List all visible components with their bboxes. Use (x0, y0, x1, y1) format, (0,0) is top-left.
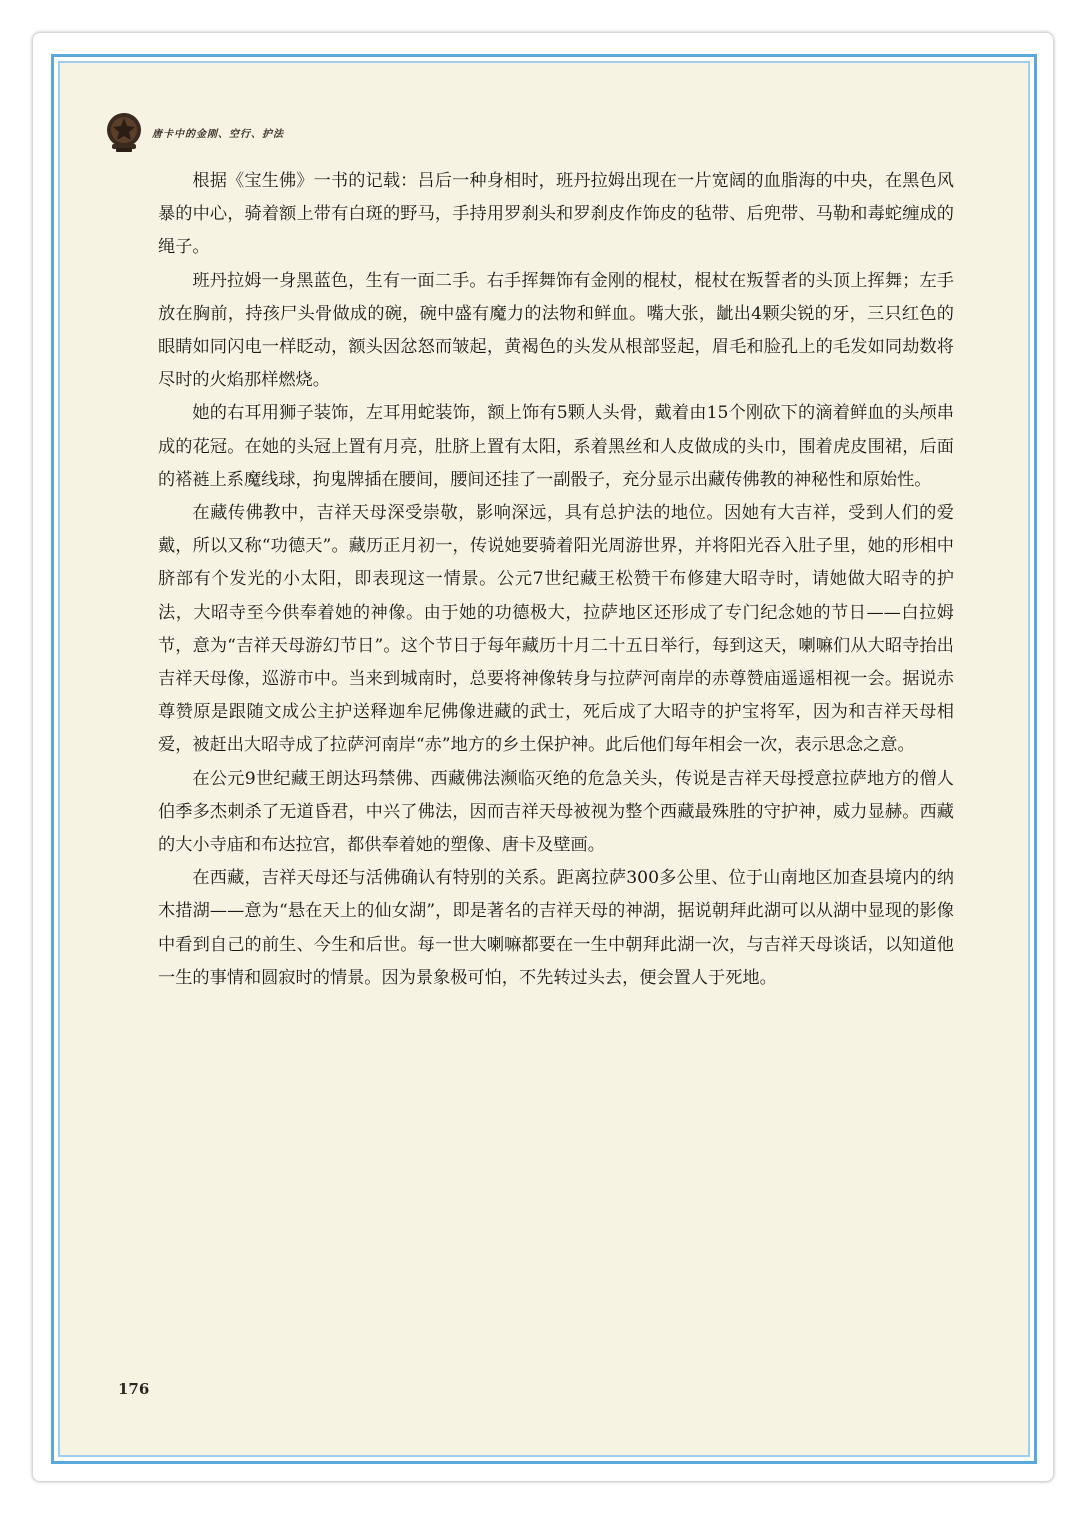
paragraph: 根据《宝生佛》一书的记载：吕后一种身相时，班丹拉姆出现在一片宽阔的血脂海的中央，在黑色风暴的中心，骑着额上带有白斑的野马，手持用罗刹头和罗刹皮作饰皮的毡带、后兜带、马勒和毒蛇缠成的绳子。 (158, 171, 954, 258)
page-number: 176 (118, 1380, 150, 1398)
body-text (158, 165, 954, 995)
buddhist-emblem-icon (102, 110, 146, 154)
running-header (102, 108, 284, 156)
paragraph: 在公元9世纪藏王朗达玛禁佛、西藏佛法濒临灭绝的危急关头，传说是吉祥天母授意拉萨地方的僧人伯季多杰刺杀了无道昏君，中兴了佛法，因而吉祥天母被视为整个西藏最殊胜的守护神，威力显赫。西藏的大小寺庙和布达拉宫，都供奉着她的塑像、唐卡及壁画。 (158, 768, 954, 856)
paragraph: 她的右耳用狮子装饰，左耳用蛇装饰，额上饰有5颗人头骨，戴着由15个刚砍下的滴着鲜血的头颅串成的花冠。在她的头冠上置有月亮，肚脐上置有太阳，系着黑丝和人皮做成的头巾，围着虎皮围裙，后面的褡裢上系魔线球，拘鬼牌插在腰间，腰间还挂了一副骰子，充分显示出藏传佛教的神秘性和原始性。 (158, 403, 954, 490)
paragraph: 在西藏，吉祥天母还与活佛确认有特别的关系。距离拉萨300多公里、位于山南地区加查县境内的纳木措湖——意为“悬在天上的仙女湖”，即是著名的吉祥天母的神湖，据说朝拜此湖可以从湖中显现的影像中看到自己的前生、今生和后世。每一世大喇嘛都要在一生中朝拜此湖一次，与吉祥天母谈话，以知道他一生的事情和圆寂时的情景。因为景象极可怕，不先转过头去，便会置人于死地。 (158, 868, 954, 988)
header-title: 唐卡中的金刚、空行、护法 (152, 128, 284, 140)
paragraph: 在藏传佛教中，吉祥天母深受崇敬，影响深远，具有总护法的地位。因她有大吉祥，受到人们的爱戴，所以又称“功德天”。藏历正月初一，传说她要骑着阳光周游世界，并将阳光吞入肚子里，她的形相中脐部有个发光的小太阳，即表现这一情景。公元7世纪藏王松赞干布修建大昭寺时，请她做大昭寺的护法，大昭寺至今供奉着她的神像。由于她的功德极大，拉萨地区还形成了专门纪念她的节日——白拉姆节，意为“吉祥天母游幻节日”。这个节日于每年藏历十月二十五日举行，每到这天，喇嘛们从大昭寺抬出吉祥天母像，巡游市中。当来到城南时，总要将神像转身与拉萨河南岸的赤尊赞庙遥遥相视一会。据说赤尊赞原是跟随文成公主护送释迦牟尼佛像进藏的武士，死后成了大昭寺的护宝将军，因为和吉祥天母相爱，被赶出大昭寺成了拉萨河南岸“赤”地方的乡土保护神。此后他们每年相会一次，表示思念之意。 (158, 503, 954, 756)
paragraph: 班丹拉姆一身黑蓝色，生有一面二手。右手挥舞饰有金刚的棍杖，棍杖在叛誓者的头顶上挥舞；左手放在胸前，持孩尸头骨做成的碗，碗中盛有魔力的法物和鲜血。嘴大张，龇出4颗尖锐的牙，三只红色的眼睛如同闪电一样眨动，额头因忿怒而皱起，黄褐色的头发从根部竖起，眉毛和脸孔上的毛发如同劫数将尽时的火焰那样燃烧。 (158, 270, 954, 391)
